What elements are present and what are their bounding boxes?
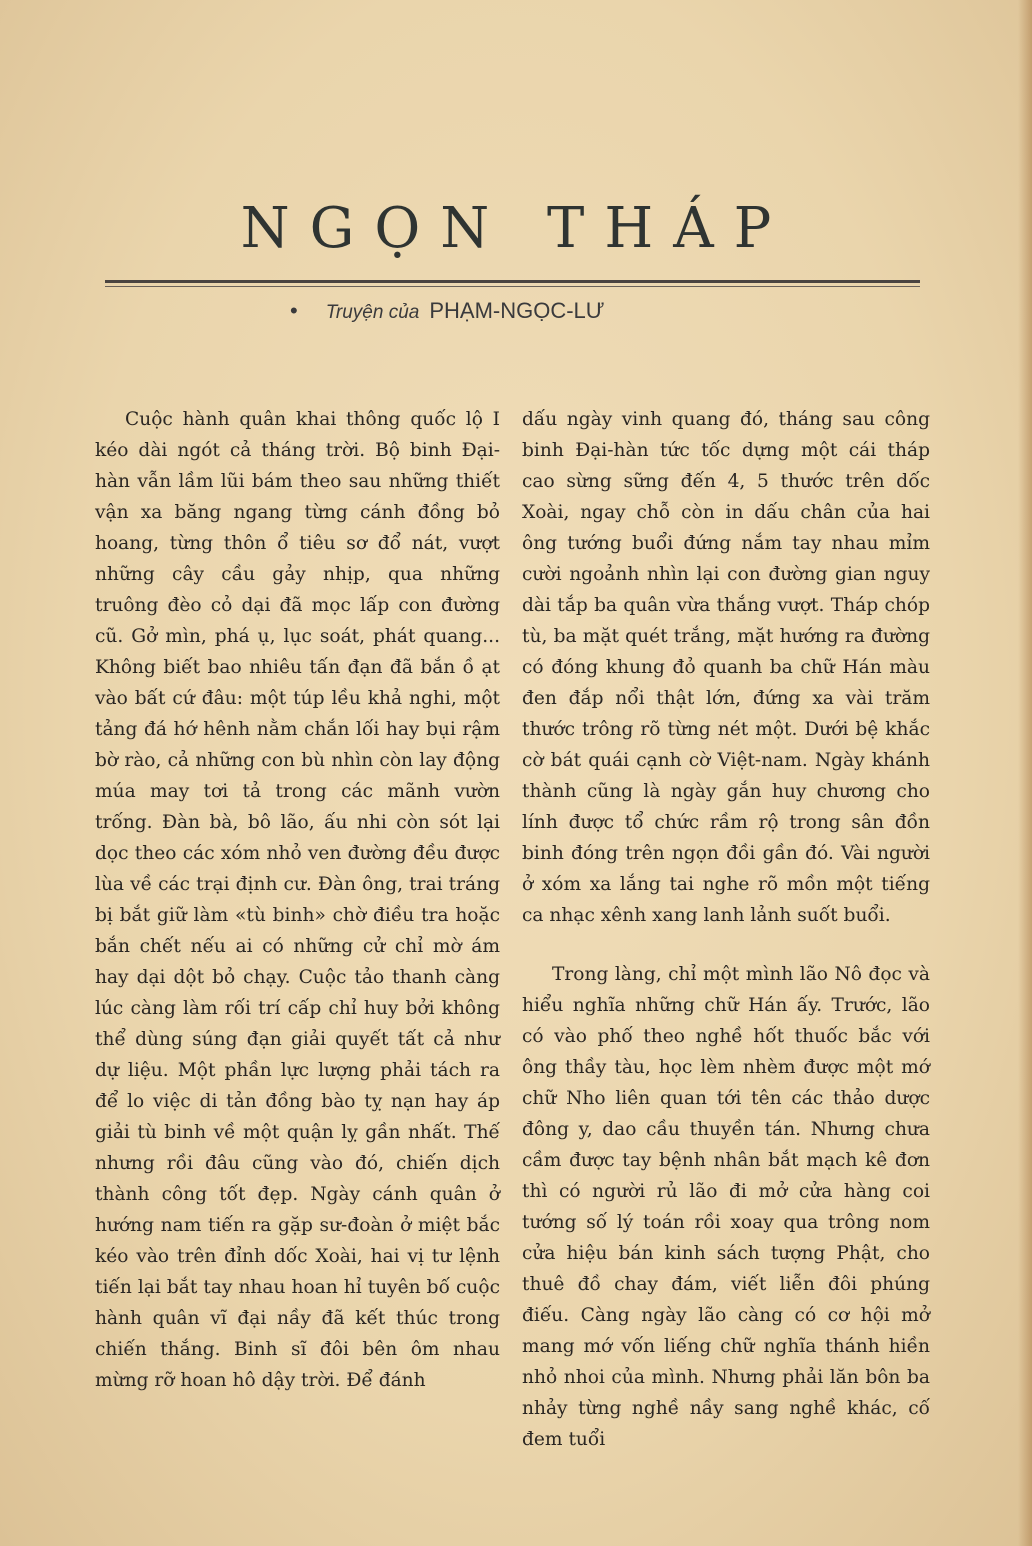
title-rule-thin — [105, 286, 920, 287]
title-rule — [105, 280, 920, 283]
author-name: PHẠM-NGỌC-LƯ — [429, 298, 605, 323]
byline — [290, 298, 605, 324]
paragraph: Trong làng, chỉ một mình lão Nô đọc và hiểu nghĩa những chữ Hán ấy. Trước, lão có vào phố theo nghề hốt thuốc bắc với ông thầy tàu, học lèm nhèm được một mớ chữ Nho liên quan tới tên các thảo dược đông y, dao cầu thuyền tán. Nhưng chưa cầm được tay bệnh nhân bắt mạch kê đơn thì có người rủ lão đi mở cửa hàng coi tướng số lý toán rồi xoay qua trông nom cửa hiệu bán kinh sách tượng Phật, cho thuê đồ chay đám, viết liễn đôi phúng điếu. Càng ngày lão càng có cơ hội mở mang mớ vốn liếng chữ nghĩa thánh hiền nhỏ nhoi của mình. Nhưng phải lăn bôn ba nhảy từng nghề nầy sang nghề khác, cố đem tuổi — [522, 964, 930, 1450]
paragraph: Cuộc hành quân khai thông quốc lộ I kéo dài ngót cả tháng trời. Bộ binh Đại-hàn vẫn lầm lũi bám theo sau những thiết vận xa băng ngang từng cánh đồng bỏ hoang, từng thôn ổ tiêu sơ đổ nát, vượt những cây cầu gảy nhịp, qua những truông đèo cỏ dại đã mọc lấp con đường cũ. Gở mìn, phá ụ, lục soát, phát quang... Không biết bao nhiêu tấn đạn đã bắn ồ ạt vào bất cứ đâu: một túp lều khả nghi, một tảng đá hớ hênh nằm chắn lối hay bụi rậm bờ rào, cả những con bù nhìn còn lay động múa may tơi tả trong các mãnh vườn trống. Đàn bà, bô lão, ấu nhi còn sót lại dọc theo các xóm nhỏ ven đường đều được lùa về các trại định cư. Đàn ông, trai tráng bị bắt giữ làm «tù binh» chờ điều tra hoặc bắn chết nếu ai có những cử chỉ mờ ám hay dại dột bỏ chạy. Cuộc tảo thanh càng lúc càng làm rối trí cấp chỉ huy bởi không thể dùng súng đạn giải quyết tất cả như dự liệu. Một phần lực lượng phải tách ra để lo việc di tản đồng bào tỵ nạn hay áp giải tù binh về một quận lỵ gần nhất. Thế nhưng rồi đâu cũng vào đó, chiến dịch thành công tốt đẹp. Ngày cánh quân ở hướng nam tiến ra gặp sư-đoàn ở miệt bắc kéo vào trên đỉnh dốc Xoài, hai vị tư lệnh tiến lại bắt tay nhau hoan hỉ tuyên bố cuộc hành quân vĩ đại nầy đã kết thúc trong chiến thắng. Binh sĩ đôi bên ôm nhau mừng rỡ hoan hô dậy trời. Để đánh — [95, 409, 500, 1391]
text-column-right — [522, 404, 930, 1455]
story-title: NGỌN THÁP — [240, 196, 792, 261]
bullet-icon: • — [290, 298, 298, 323]
text-column-left — [95, 404, 500, 1396]
paragraph: dấu ngày vinh quang đó, tháng sau công binh Đại-hàn tức tốc dựng một cái tháp cao sừng sững đến 4, 5 thước trên dốc Xoài, ngay chỗ còn in dấu chân của hai ông tướng buổi đứng nắm tay nhau mỉm cười ngoảnh nhìn lại con đường gian nguy dài tắp ba quân vừa thắng vượt. Tháp chóp tù, ba mặt quét trắng, mặt hướng ra đường có đóng khung đỏ quanh ba chữ Hán màu đen đắp nổi thật lớn, đứng xa vài trăm thước trông rõ từng nét một. Dưới bệ khắc cờ bát quái cạnh cờ Việt-nam. Ngày khánh thành cũng là ngày gắn huy chương cho lính được tổ chức rầm rộ trong sân đồn binh đóng trên ngọn đồi gần đó. Vài người ở xóm xa lắng tai nghe rõ mồn một tiếng ca nhạc xênh xang lanh lảnh suốt buổi. — [522, 409, 930, 926]
byline-label: Truyện của — [325, 302, 420, 323]
